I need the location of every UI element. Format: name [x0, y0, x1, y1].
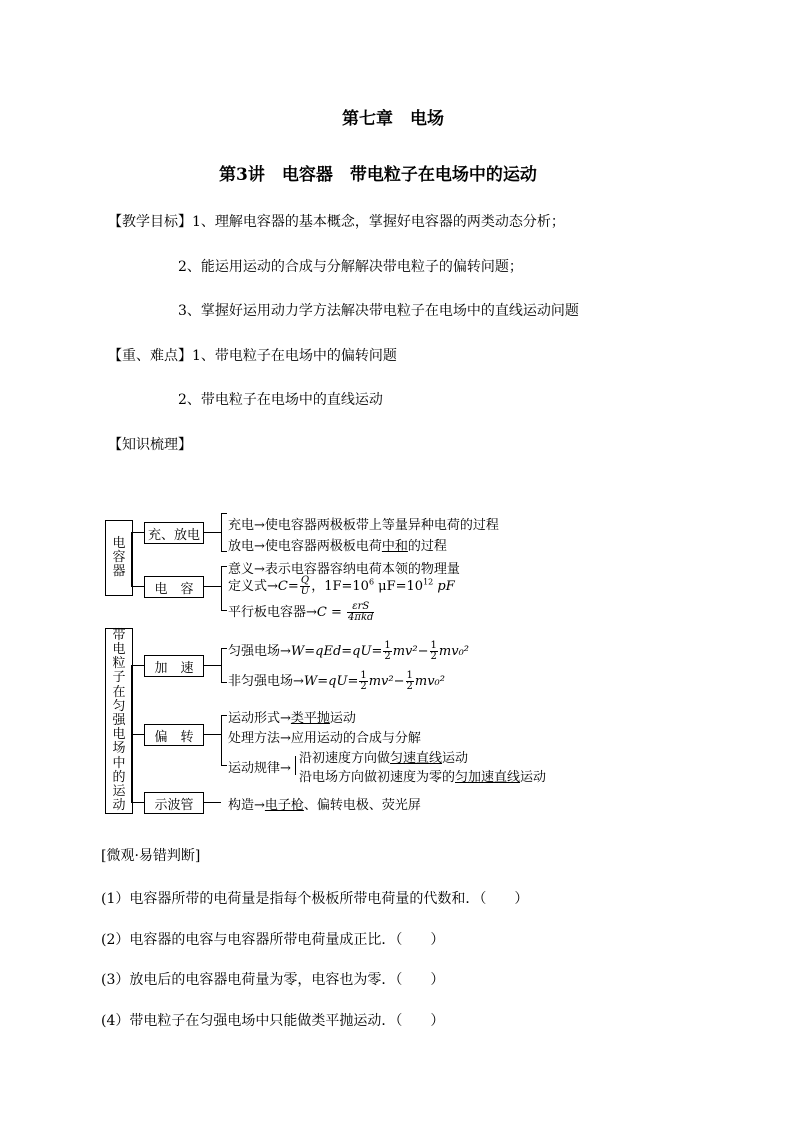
judge-item: (1）电容器所带的电荷量是指每个极板所带电荷量的代数和．（ ）	[101, 891, 529, 907]
objectives-label: 【教学目标】	[108, 214, 192, 230]
capacitor-title-box: 电 容 器	[105, 520, 133, 596]
objective-item: 2、能运用运动的合成与分解解决带电粒子的偏转问题；	[178, 259, 523, 275]
oscilloscope-structure: 构造→电子枪、偏转电极、荧光屏	[228, 798, 421, 813]
uniform-field-work: 匀强电场→W=qEd=qU= $\frac{1}{2}$ mv²− $\frac{1}{2}$ mv₀²	[228, 640, 470, 662]
judge-label: [微观·易错判断]	[101, 848, 201, 864]
lesson-title: 第3讲 电容器 带电粒子在电场中的运动	[219, 165, 537, 185]
initial-velocity-direction: 沿初速度方向做匀速直线运动	[299, 751, 469, 766]
key-point-item: 2、带电粒子在电场中的直线运动	[178, 392, 383, 408]
capacitance-definition: 定义式→C= $\frac{Q}{U}$ ，$1F=10^6$ $\mu F=10^{12}$ pF	[228, 575, 455, 597]
particle-motion-title-box: 带 电 粒 子 在 匀 强 电 场 中 的 运 动	[105, 628, 133, 814]
capacitance-box: 电 容	[144, 576, 204, 598]
chapter-title: 第七章 电场	[342, 109, 444, 129]
processing-method: 处理方法→应用运动的合成与分解	[228, 731, 421, 746]
field-direction: 沿电场方向做初速度为零的匀加速直线运动	[299, 770, 547, 785]
capacitance-meaning: 意义→表示电容器容纳电荷本领的物理量	[228, 562, 460, 577]
parallel-plate-formula: 平行板电容器→C = $\frac{\text{εrS}}{\text{4πkd}}$	[228, 601, 374, 623]
key-point-item: 1、带电粒子在电场中的偏转问题	[192, 348, 397, 364]
nonuniform-field-work: 非匀强电场→W=qU= $\frac{1}{2}$ mv²− $\frac{1}{2}$ mv₀²	[228, 670, 445, 692]
charging-line: 充电→使电容器两极板带上等量异种电荷的过程	[228, 518, 499, 533]
oscilloscope-box: 示波管	[144, 792, 204, 814]
objectives-section	[108, 211, 565, 231]
judge-item: (4）带电粒子在匀强电场中只能做类平抛运动．（ ）	[101, 1013, 445, 1029]
acceleration-box: 加 速	[144, 655, 204, 677]
deflection-box: 偏 转	[144, 724, 204, 746]
motion-form: 运动形式→类平抛运动	[228, 711, 356, 726]
judge-item: (2）电容器的电容与电容器所带电荷量成正比．（ ）	[101, 932, 445, 948]
objective-item: 1、理解电容器的基本概念，掌握好电容器的两类动态分析；	[192, 214, 565, 230]
objective-item: 3、掌握好运用动力学方法解决带电粒子在电场中的直线运动问题	[178, 303, 579, 319]
judge-item: (3）放电后的电容器电荷量为零，电容也为零．（ ）	[101, 972, 445, 988]
motion-law-label: 运动规律→	[228, 761, 291, 776]
knowledge-label: 【知识梳理】	[108, 437, 192, 453]
key-points-section	[108, 345, 397, 365]
key-points-label: 【重、难点】	[108, 348, 192, 364]
discharging-line: 放电→使电容器两极板电荷中和的过程	[228, 539, 447, 554]
charge-discharge-box: 充、放电	[144, 522, 204, 544]
